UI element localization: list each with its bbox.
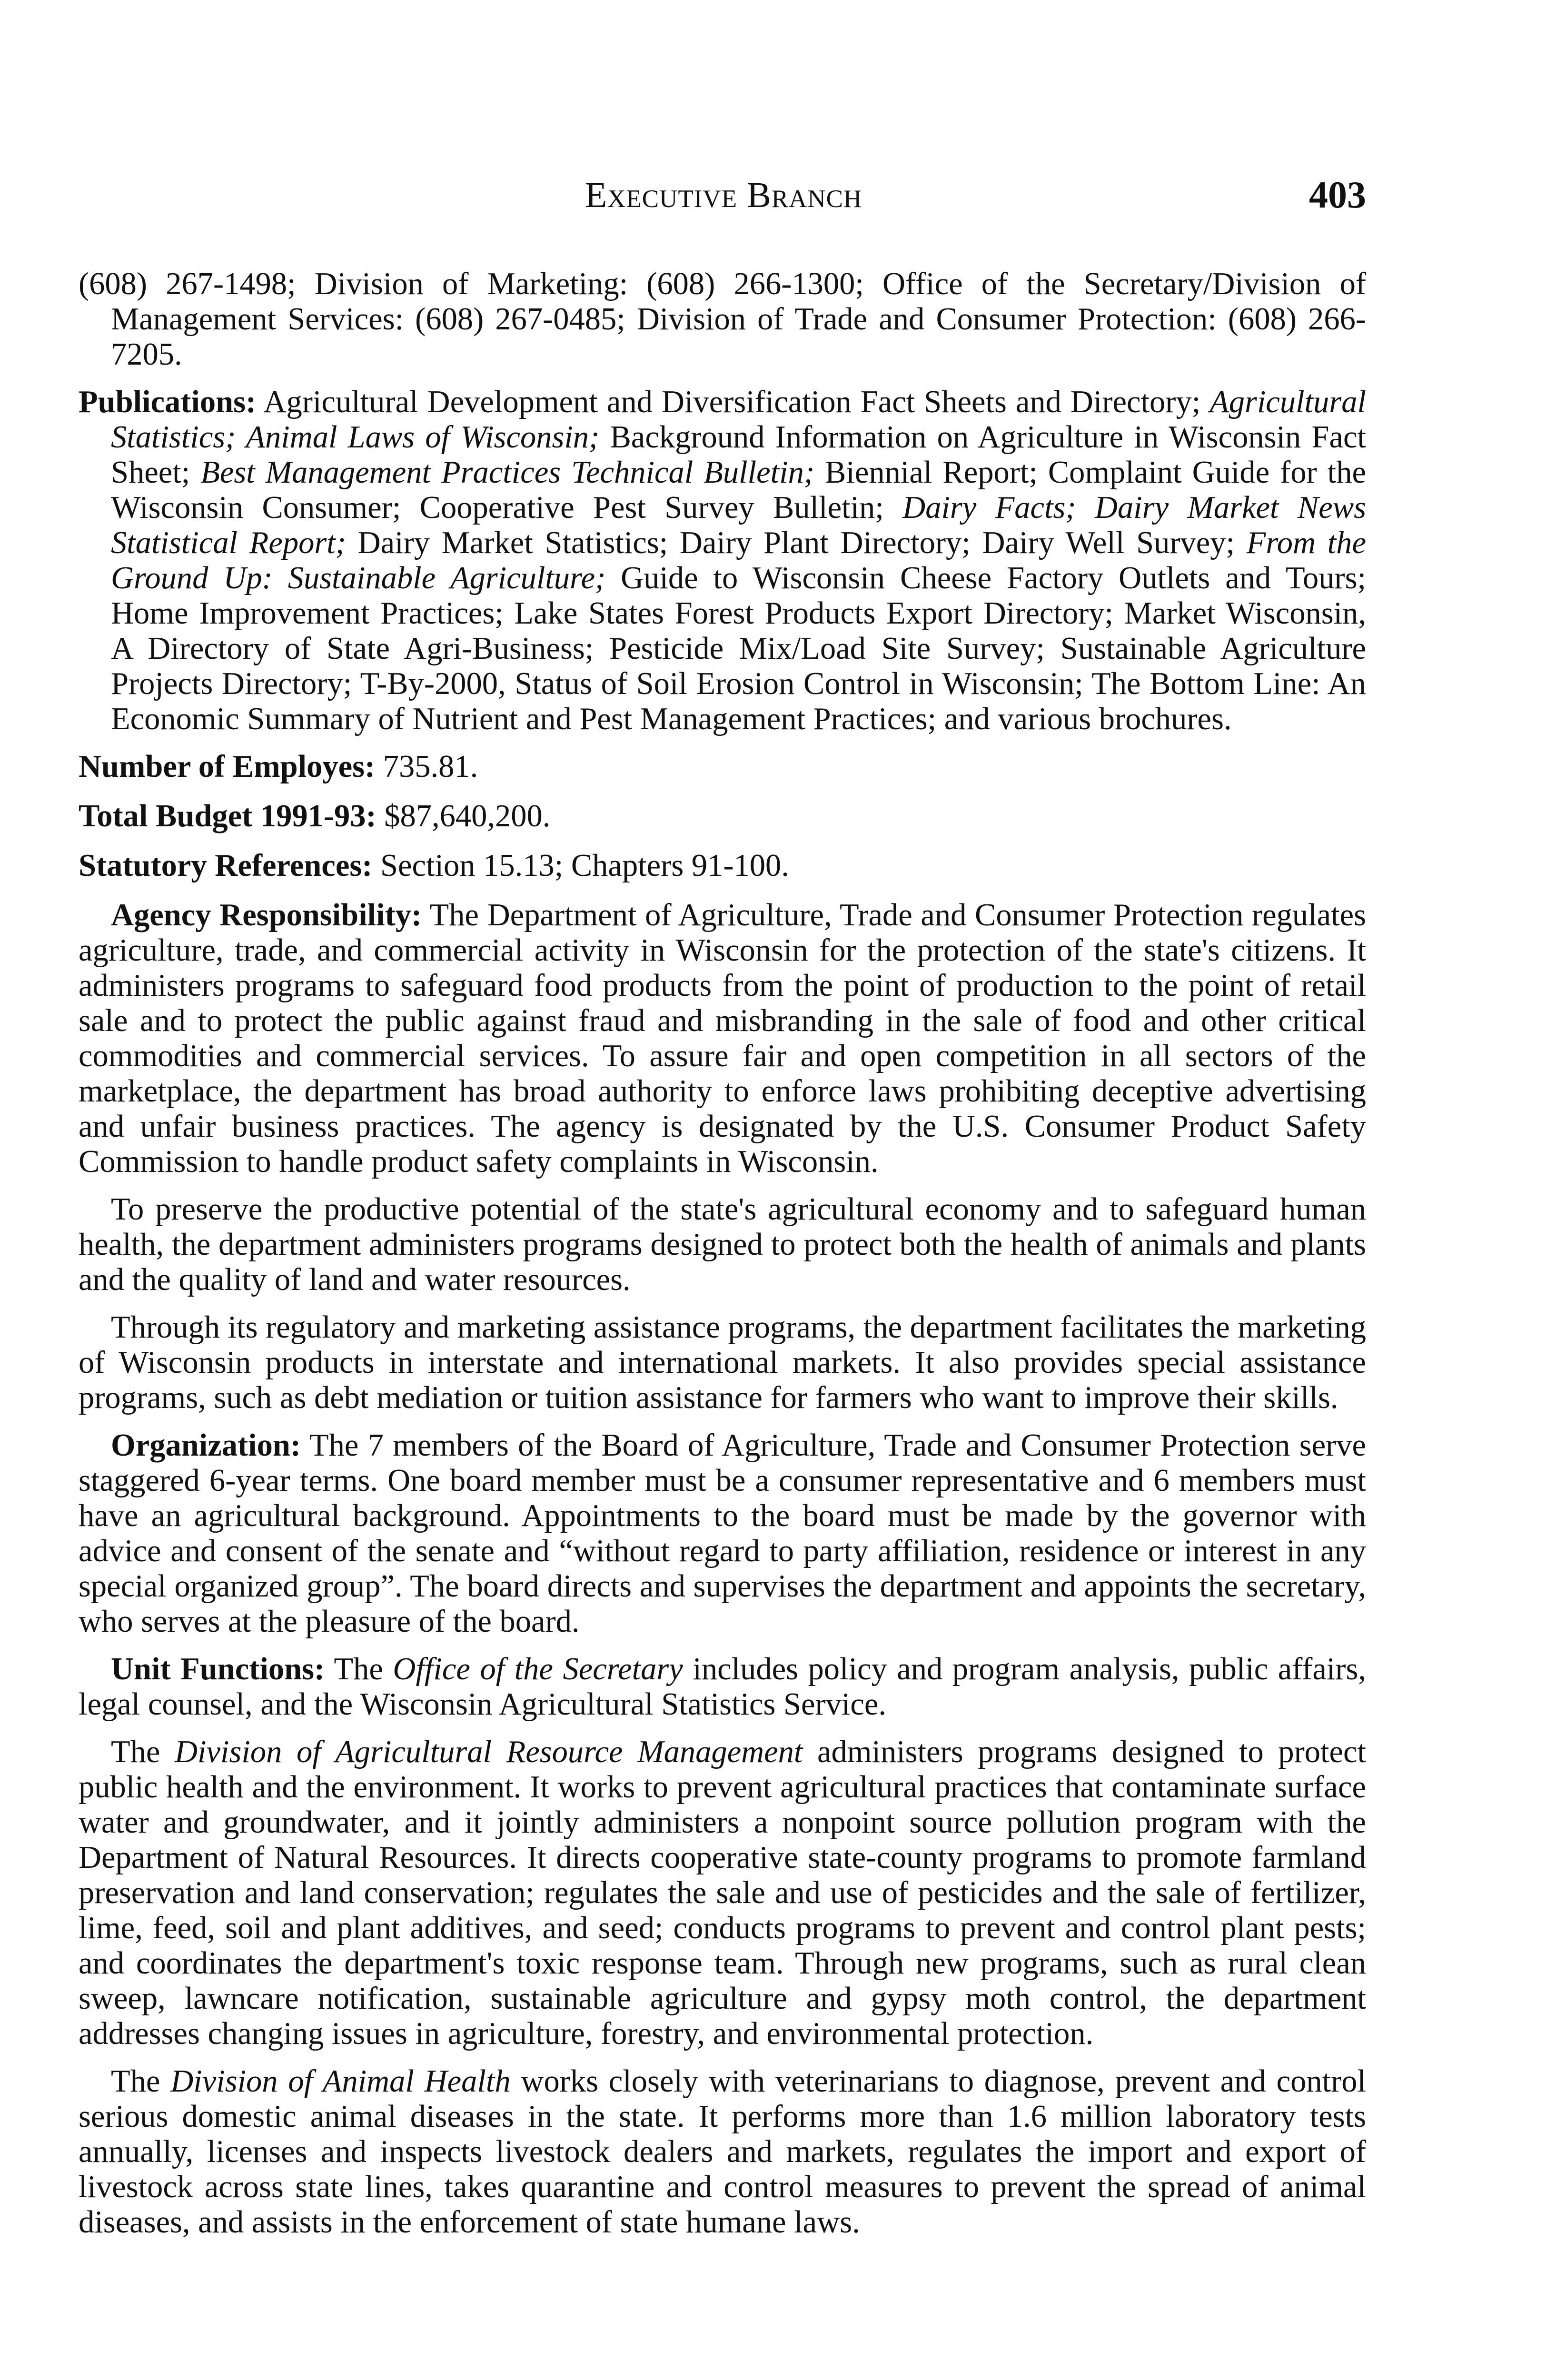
- unit-functions-label: Unit Functions:: [111, 1652, 325, 1686]
- publications-italic-4: From the Ground Up: Sustainable Agriculture;: [111, 526, 1366, 595]
- running-head: Executive Branch: [585, 175, 862, 215]
- unit-functions-italic-1: Office of the Secretary: [393, 1652, 683, 1686]
- agency-paragraph-3: Through its regulatory and marketing assistance programs, the department facilitates the marketing of Wisconsin products in interstate and international markets. It also provides special assistance programs, such as debt mediation or tuition assistance for farmers who want to improve their skills.: [79, 1310, 1366, 1415]
- publications-italic-3: Dairy Facts; Dairy Market News Statistical Report;: [111, 490, 1366, 560]
- agency-label: Agency Responsibility:: [111, 898, 422, 932]
- employees-line: [79, 749, 1366, 784]
- unit-functions-paragraph-2: [79, 1735, 1366, 2052]
- publications-text-3: Biennial Report; Complaint Guide for the Wisconsin Consumer; Cooperative Pest Survey Bulletin;: [111, 455, 1366, 525]
- contact-text: (608) 267-1498; Division of Marketing: (608) 266-1300; Office of the Secretary/Division of Management Services: (608) 267-0485; Division of Trade and Consumer Protection: (608) 266-7205.: [79, 267, 1366, 372]
- body-text: [79, 267, 1366, 2252]
- statutory-line: [79, 848, 1366, 883]
- publications-text-4: Dairy Market Statistics; Dairy Plant Directory; Dairy Well Survey;: [346, 526, 1247, 560]
- unit-functions-text-2a: The: [111, 1735, 175, 1769]
- unit-functions-text-1b: includes policy and program analysis, public affairs, legal counsel, and the Wisconsin Agricultural Statistics Service.: [79, 1652, 1367, 1722]
- publications-label: Publications:: [79, 385, 257, 419]
- unit-functions-text-2b: administers programs designed to protect public health and the environment. It works to prevent agricultural practices that contaminate surface water and groundwater, and it jointly administers a nonpoint source pollution program with the Department of Natural Resources. It directs cooperative state-county programs to promote farmland preservation and land conservation; regulates the sale and use of pesticides and the sale of fertilizer, lime, feed, soil and plant additives, and seed; conducts programs to prevent and control plant pests; and coordinates the department's toxic response team. Through new programs, such as rural clean sweep, lawncare notification, sustainable agriculture and gypsy moth control, the department addresses changing issues in agriculture, forestry, and environmental protection.: [79, 1735, 1366, 2051]
- page-number: 403: [1309, 174, 1366, 216]
- agency-paragraph-1: [79, 898, 1366, 1180]
- statutory-value: Section 15.13; Chapters 91-100.: [372, 848, 789, 883]
- contact-paragraph: [79, 267, 1366, 372]
- publications-text-1: Agricultural Development and Diversification Fact Sheets and Directory;: [256, 385, 1210, 419]
- publications-text-5: Guide to Wisconsin Cheese Factory Outlets and Tours; Home Improvement Practices; Lake States Forest Products Export Directory; Market Wisconsin, A Directory of State Agri-Business; Pesticide Mix/Load Site Survey; Sustainable Agriculture Projects Directory; T-By-2000, Status of Soil Erosion Control in Wisconsin; The Bottom Line: An Economic Summary of Nutrient and Pest Management Practices; and various brochures.: [111, 561, 1366, 736]
- publications-text-2: Background Information on Agriculture in Wisconsin Fact Sheet;: [111, 420, 1366, 490]
- publications-italic-2: Best Management Practices Technical Bulletin;: [200, 455, 814, 490]
- page-header: [81, 171, 1366, 219]
- agency-paragraph-2: To preserve the productive potential of the state's agricultural economy and to safeguard human health, the department administers programs designed to protect both the health of animals and plants and the quality of land and water resources.: [79, 1192, 1366, 1297]
- unit-functions-paragraph-1: [79, 1652, 1366, 1722]
- unit-functions-italic-3: Division of Animal Health: [170, 2064, 511, 2099]
- publications-paragraph: [79, 385, 1366, 737]
- organization-label: Organization:: [111, 1428, 301, 1463]
- employees-value: 735.81.: [375, 749, 478, 784]
- unit-functions-italic-2: Division of Agricultural Resource Management: [175, 1735, 803, 1769]
- unit-functions-text-3a: The: [111, 2064, 171, 2099]
- employees-label: Number of Employes:: [79, 749, 376, 784]
- budget-label: Total Budget 1991-93:: [79, 799, 377, 833]
- unit-functions-text-3b: works closely with veterinarians to diagnose, prevent and control serious domestic animal diseases in the state. It performs more than 1.6 million laboratory tests annually, licenses and inspects livestock dealers and markets, regulates the import and export of livestock across state lines, takes quarantine and control measures to prevent the spread of animal diseases, and assists in the enforcement of state humane laws.: [79, 2064, 1366, 2240]
- agency-text-1: The Department of Agriculture, Trade and Consumer Protection regulates agriculture, trade, and commercial activity in Wisconsin for the protection of the state's citizens. It administers programs to safeguard food products from the point of production to the point of retail sale and to protect the public against fraud and misbranding in the sale of food and other critical commodities and commercial services. To assure fair and open competition in all sectors of the marketplace, the department has broad authority to enforce laws prohibiting deceptive advertising and unfair business practices. The agency is designated by the U.S. Consumer Product Safety Commission to handle product safety complaints in Wisconsin.: [79, 898, 1367, 1179]
- organization-text: The 7 members of the Board of Agriculture, Trade and Consumer Protection serve staggered 6-year terms. One board member must be a consumer representative and 6 members must have an agricultural background. Appointments to the board must be made by the governor with advice and consent of the senate and “without regard to party affiliation, residence or interest in any special organized group”. The board directs and supervises the department and appoints the secretary, who serves at the pleasure of the board.: [79, 1428, 1366, 1639]
- publications-italic-1: Agricultural Statistics; Animal Laws of Wisconsin;: [111, 385, 1366, 455]
- unit-functions-paragraph-3: [79, 2064, 1366, 2240]
- budget-value: $87,640,200.: [376, 799, 551, 833]
- organization-paragraph: [79, 1428, 1366, 1639]
- statutory-label: Statutory References:: [79, 848, 373, 883]
- budget-line: [79, 799, 1366, 834]
- unit-functions-text-1a: The: [325, 1652, 393, 1686]
